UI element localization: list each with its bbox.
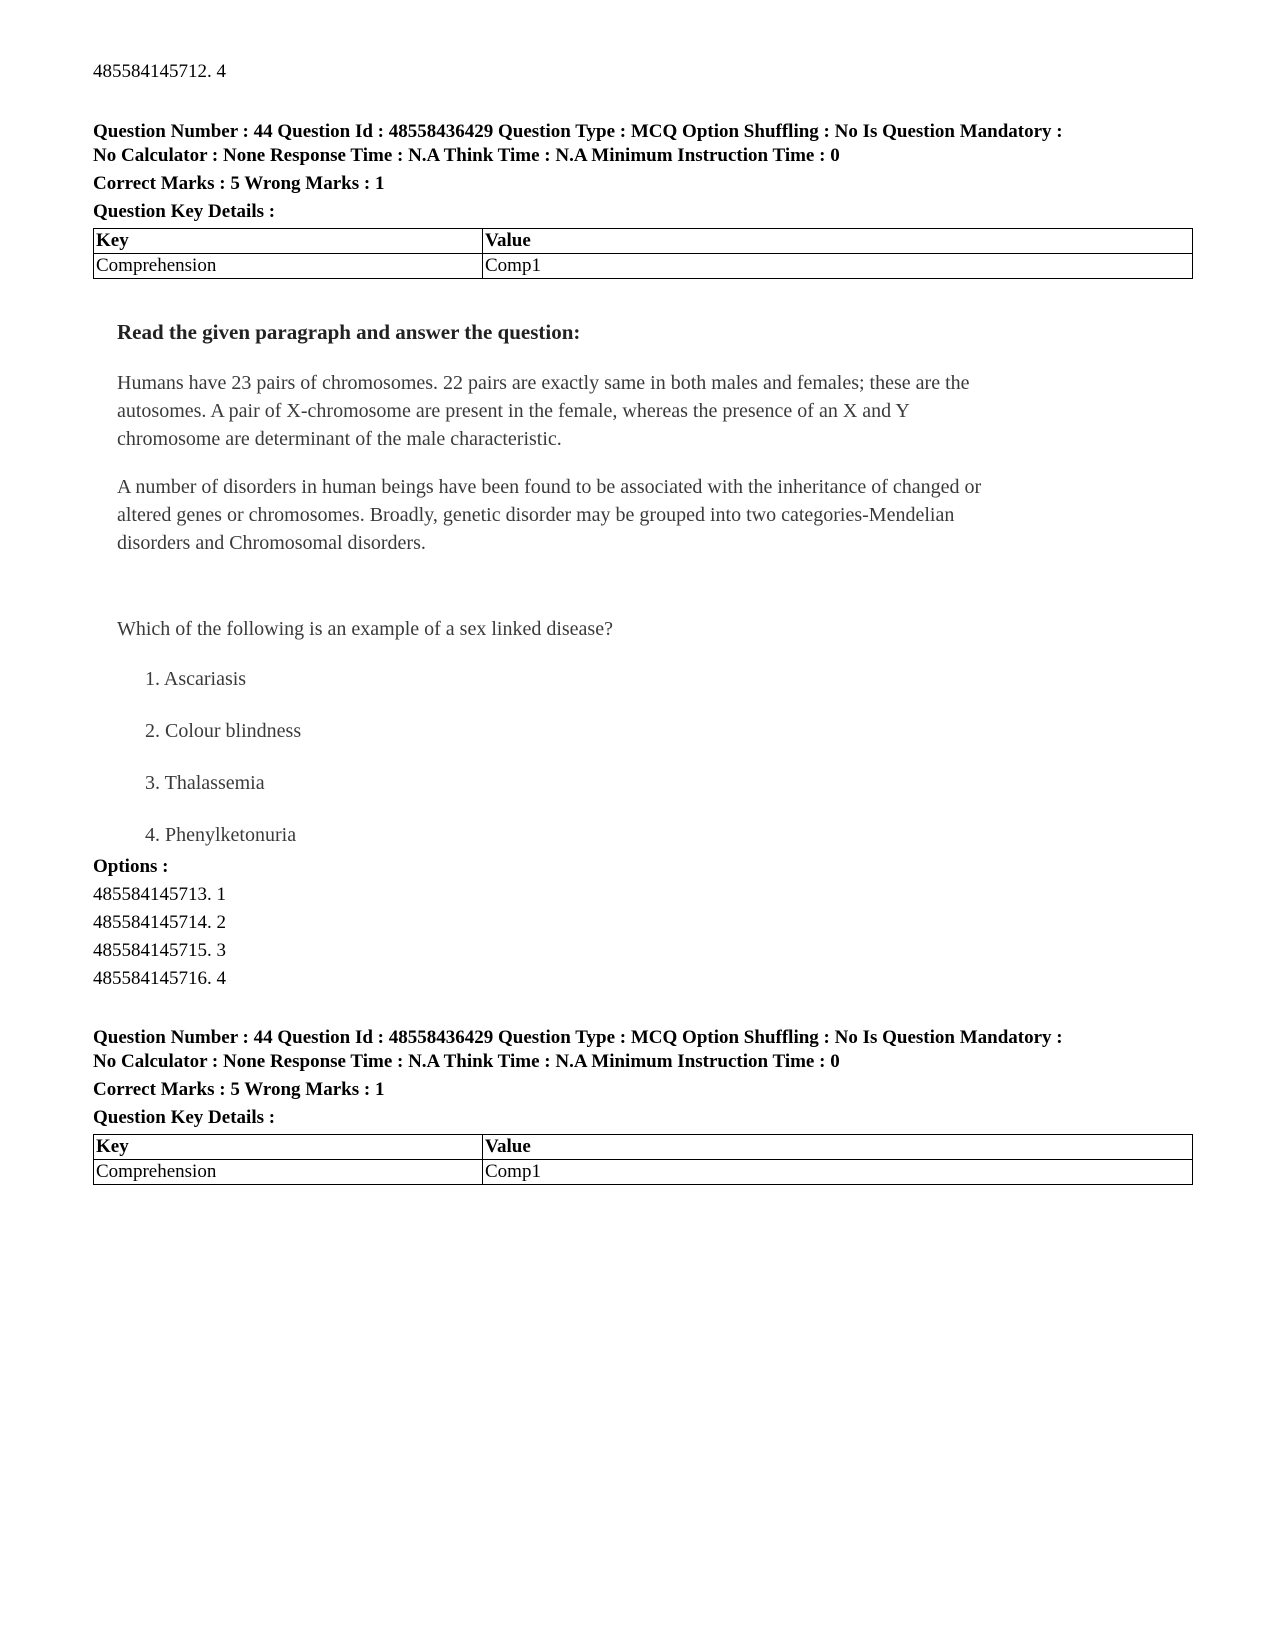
- paragraph-2-line-3: disorders and Chromosomal disorders.: [117, 532, 426, 554]
- table-row: [94, 254, 1193, 279]
- key-details-table: [93, 228, 1193, 279]
- question-meta-line-1: Question Number : 44 Question Id : 48558436429 Question Type : MCQ Option Shuffling : No Is Question Mandatory :: [93, 1027, 1063, 1048]
- table-cell-key: Comprehension: [94, 1160, 483, 1185]
- table-header-row: [94, 229, 1193, 254]
- table-header-row: [94, 1135, 1193, 1160]
- table-header-key: Key: [94, 1135, 483, 1160]
- table-header-value: Value: [483, 1135, 1193, 1160]
- paragraph-1-line-3: chromosome are determinant of the male characteristic.: [117, 428, 562, 450]
- choice-item: 2. Colour blindness: [145, 720, 302, 742]
- option-item: 485584145713. 1: [93, 884, 226, 905]
- question-heading: Read the given paragraph and answer the question:: [117, 320, 581, 344]
- choice-item: 3. Thalassemia: [145, 772, 265, 794]
- marks-line: Correct Marks : 5 Wrong Marks : 1: [93, 1079, 385, 1100]
- choice-list: [117, 667, 1177, 847]
- question-meta-line-1: Question Number : 44 Question Id : 48558436429 Question Type : MCQ Option Shuffling : No Is Question Mandatory :: [93, 121, 1063, 142]
- question-meta-line-2: No Calculator : None Response Time : N.A Think Time : N.A Minimum Instruction Time : 0: [93, 1051, 840, 1072]
- key-details-label: Question Key Details :: [93, 201, 276, 222]
- option-item: 485584145714. 2: [93, 912, 226, 933]
- table-row: [94, 1160, 1193, 1185]
- options-section: [93, 853, 1193, 993]
- option-item: 485584145715. 3: [93, 940, 226, 961]
- previous-option-id: 485584145712. 4: [93, 61, 226, 82]
- paragraph-2-line-1: A number of disorders in human beings have been found to be associated with the inheritance of changed or: [117, 476, 982, 498]
- question-prompt: Which of the following is an example of a sex linked disease?: [117, 618, 613, 640]
- table-cell-value: Comp1: [483, 254, 1193, 279]
- key-details-table: [93, 1134, 1193, 1185]
- marks-line: Correct Marks : 5 Wrong Marks : 1: [93, 173, 385, 194]
- paragraph-2-line-2: altered genes or chromosomes. Broadly, genetic disorder may be grouped into two categories-Mendelian: [117, 504, 955, 526]
- question-image-content: [117, 306, 1177, 847]
- table-cell-key: Comprehension: [94, 254, 483, 279]
- question-metadata-block-1: [93, 120, 1193, 279]
- table-header-key: Key: [94, 229, 483, 254]
- paragraph-1-line-2: autosomes. A pair of X-chromosome are present in the female, whereas the presence of an X and Y: [117, 400, 910, 422]
- table-header-value: Value: [483, 229, 1193, 254]
- choice-item: 1. Ascariasis: [145, 668, 247, 690]
- key-details-label: Question Key Details :: [93, 1107, 276, 1128]
- option-item: 485584145716. 4: [93, 968, 226, 989]
- choice-item: 4. Phenylketonuria: [145, 824, 297, 846]
- table-cell-value: Comp1: [483, 1160, 1193, 1185]
- question-metadata-block-2: [93, 1026, 1193, 1185]
- question-meta-line-2: No Calculator : None Response Time : N.A Think Time : N.A Minimum Instruction Time : 0: [93, 145, 840, 166]
- options-label: Options :: [93, 856, 169, 877]
- paragraph-1-line-1: Humans have 23 pairs of chromosomes. 22 pairs are exactly same in both males and females; these are the: [117, 372, 970, 394]
